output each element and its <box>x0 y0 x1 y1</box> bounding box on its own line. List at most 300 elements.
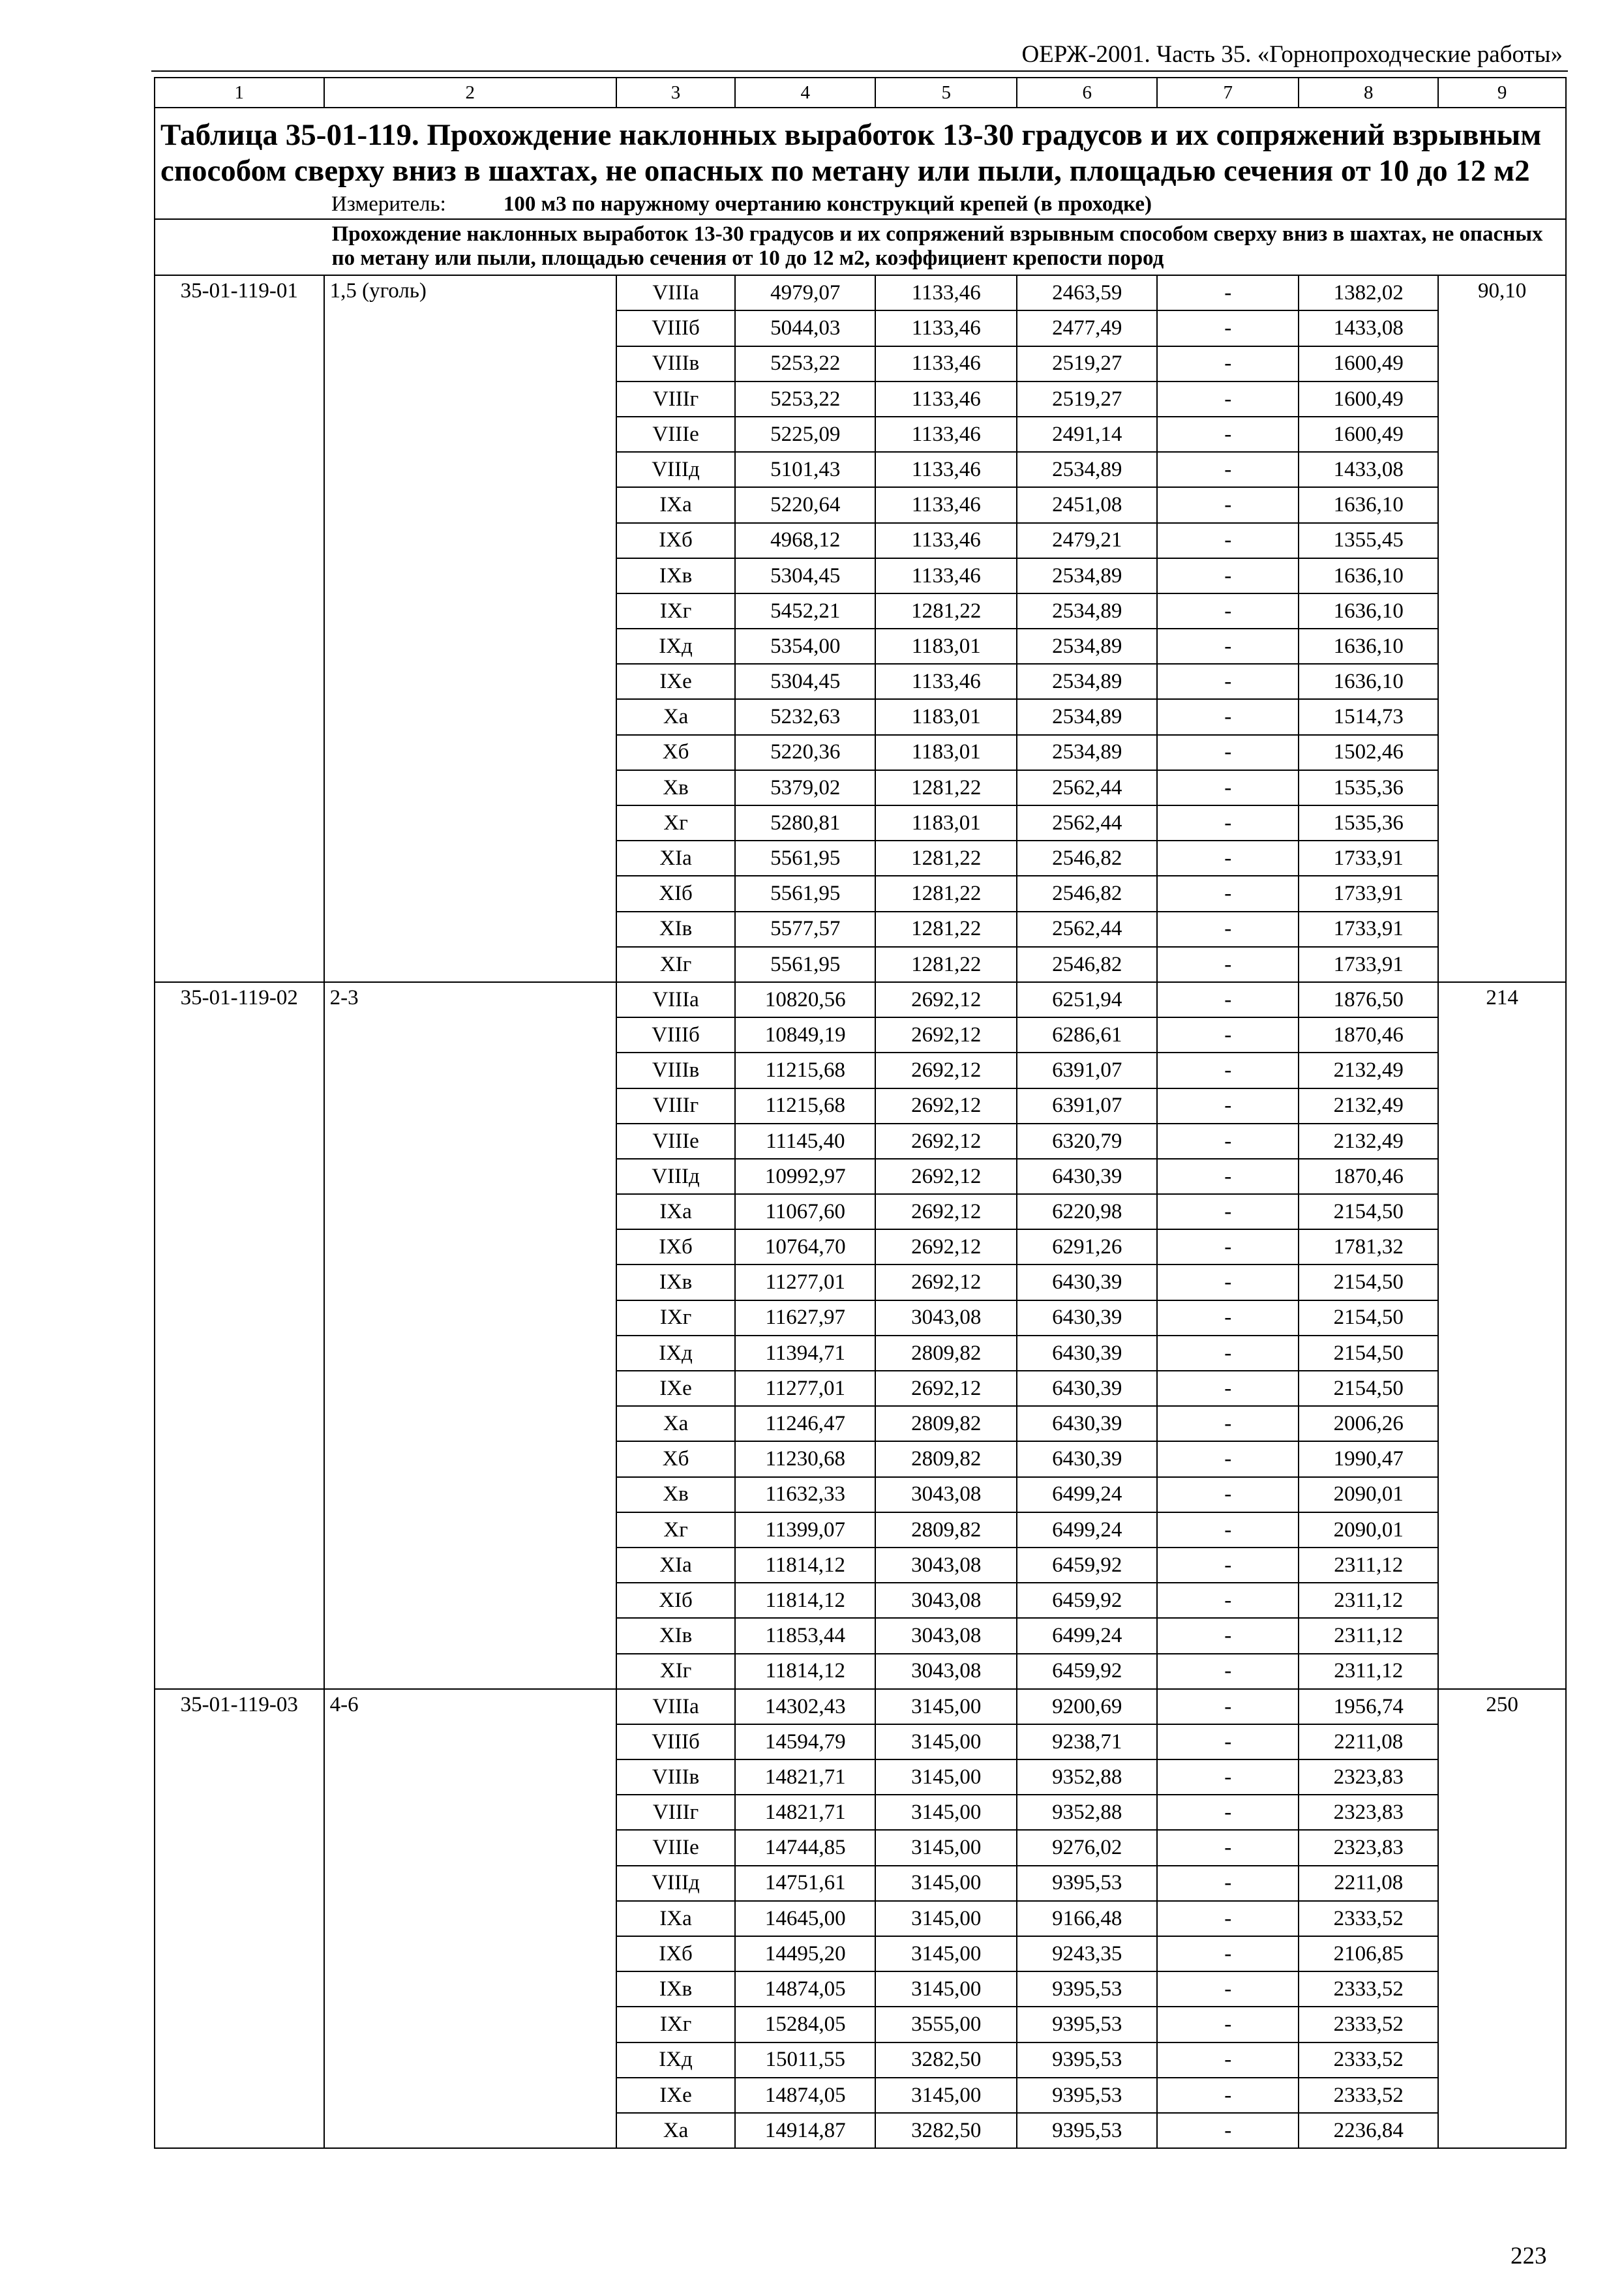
material-cost: 1733,91 <box>1299 841 1438 876</box>
support-type: IXд <box>616 629 736 664</box>
total-cost: 5225,09 <box>735 417 875 452</box>
machine-cost: 9352,88 <box>1017 1795 1157 1830</box>
machinist-cost: - <box>1157 275 1299 310</box>
labor-cost: 3043,08 <box>875 1548 1017 1583</box>
material-cost: 2311,12 <box>1299 1618 1438 1653</box>
material-cost: 2333,52 <box>1299 1901 1438 1936</box>
machine-cost: 2534,89 <box>1017 452 1157 487</box>
total-cost: 14302,43 <box>735 1689 875 1724</box>
labor-cost: 1133,46 <box>875 664 1017 699</box>
total-cost: 14914,87 <box>735 2113 875 2148</box>
machine-cost: 2491,14 <box>1017 417 1157 452</box>
total-cost: 11215,68 <box>735 1053 875 1088</box>
machinist-cost: - <box>1157 841 1299 876</box>
machinist-cost: - <box>1157 1441 1299 1476</box>
machine-cost: 2546,82 <box>1017 841 1157 876</box>
material-cost: 2154,50 <box>1299 1300 1438 1336</box>
measure-label: Измеритель: <box>331 192 446 217</box>
total-cost: 14751,61 <box>735 1866 875 1901</box>
labor-cost: 1133,46 <box>875 487 1017 522</box>
labor-cost: 3145,00 <box>875 2078 1017 2113</box>
labor-cost: 2809,82 <box>875 1336 1017 1371</box>
labor-cost: 2692,12 <box>875 1124 1017 1159</box>
machine-cost: 9395,53 <box>1017 2078 1157 2113</box>
labor-cost: 2692,12 <box>875 1194 1017 1229</box>
support-type: VIIIб <box>616 1017 736 1053</box>
machinist-cost: - <box>1157 2007 1299 2042</box>
labor-cost: 2692,12 <box>875 982 1017 1017</box>
support-type: Xв <box>616 1477 736 1512</box>
support-type: VIIIб <box>616 310 736 346</box>
support-type: XIг <box>616 947 736 982</box>
support-type: VIIIг <box>616 1088 736 1124</box>
labor-cost: 1133,46 <box>875 417 1017 452</box>
norm-code: 35-01-119-01 <box>155 275 324 982</box>
labor-cost: 1281,22 <box>875 770 1017 805</box>
machinist-cost: - <box>1157 1795 1299 1830</box>
labor-cost: 1133,46 <box>875 310 1017 346</box>
support-type: IXа <box>616 1901 736 1936</box>
labor-cost: 2809,82 <box>875 1441 1017 1476</box>
machinist-cost: - <box>1157 664 1299 699</box>
material-cost: 2154,50 <box>1299 1264 1438 1300</box>
machine-cost: 2463,59 <box>1017 275 1157 310</box>
support-type: VIIIв <box>616 1759 736 1795</box>
labor-cost: 2809,82 <box>875 1406 1017 1441</box>
support-type: Xг <box>616 1512 736 1548</box>
material-cost: 1636,10 <box>1299 593 1438 629</box>
material-cost: 1600,49 <box>1299 417 1438 452</box>
machinist-cost: - <box>1157 735 1299 770</box>
material-cost: 1781,32 <box>1299 1229 1438 1264</box>
machine-cost: 6430,39 <box>1017 1371 1157 1406</box>
machinist-cost: - <box>1157 2113 1299 2148</box>
support-type: VIIIг <box>616 382 736 417</box>
machinist-cost: - <box>1157 1689 1299 1724</box>
machine-cost: 6459,92 <box>1017 1654 1157 1689</box>
total-cost: 5044,03 <box>735 310 875 346</box>
total-cost: 11277,01 <box>735 1371 875 1406</box>
total-cost: 14874,05 <box>735 2078 875 2113</box>
labor-cost: 1133,46 <box>875 382 1017 417</box>
norm-code: 35-01-119-02 <box>155 982 324 1689</box>
material-cost: 2106,85 <box>1299 1936 1438 1971</box>
support-type: VIIIа <box>616 275 736 310</box>
machinist-cost: - <box>1157 523 1299 558</box>
machine-cost: 6459,92 <box>1017 1548 1157 1583</box>
machine-cost: 2562,44 <box>1017 912 1157 947</box>
labor-cost: 1183,01 <box>875 699 1017 734</box>
machinist-cost: - <box>1157 1830 1299 1865</box>
support-type: XIб <box>616 876 736 911</box>
material-cost: 2154,50 <box>1299 1336 1438 1371</box>
total-cost: 11215,68 <box>735 1088 875 1124</box>
total-cost: 14645,00 <box>735 1901 875 1936</box>
material-cost: 1535,36 <box>1299 805 1438 841</box>
material-cost: 1636,10 <box>1299 558 1438 593</box>
total-cost: 5220,36 <box>735 735 875 770</box>
material-cost: 2311,12 <box>1299 1548 1438 1583</box>
total-cost: 5232,63 <box>735 699 875 734</box>
machine-cost: 9243,35 <box>1017 1936 1157 1971</box>
machine-cost: 2479,21 <box>1017 523 1157 558</box>
support-type: XIв <box>616 1618 736 1653</box>
labor-cost: 3282,50 <box>875 2042 1017 2078</box>
column-number: 5 <box>875 78 1017 108</box>
norm-code: 35-01-119-03 <box>155 1689 324 2148</box>
material-cost: 2323,83 <box>1299 1795 1438 1830</box>
material-cost: 1636,10 <box>1299 629 1438 664</box>
labor-cost: 2692,12 <box>875 1229 1017 1264</box>
labor-cost: 3145,00 <box>875 1866 1017 1901</box>
labor-cost: 3043,08 <box>875 1477 1017 1512</box>
total-cost: 5379,02 <box>735 770 875 805</box>
machinist-cost: - <box>1157 452 1299 487</box>
support-type: Xб <box>616 1441 736 1476</box>
rock-category: 2-3 <box>324 982 616 1689</box>
total-cost: 15011,55 <box>735 2042 875 2078</box>
machinist-cost: - <box>1157 629 1299 664</box>
total-cost: 11277,01 <box>735 1264 875 1300</box>
machine-cost: 6251,94 <box>1017 982 1157 1017</box>
support-type: Xа <box>616 2113 736 2148</box>
header-rule <box>151 70 1568 72</box>
column-number: 6 <box>1017 78 1157 108</box>
machinist-cost: - <box>1157 1017 1299 1053</box>
material-cost: 2323,83 <box>1299 1830 1438 1865</box>
machine-cost: 6430,39 <box>1017 1441 1157 1476</box>
machinist-cost: - <box>1157 310 1299 346</box>
total-cost: 11230,68 <box>735 1441 875 1476</box>
material-cost: 1636,10 <box>1299 487 1438 522</box>
material-cost: 2211,08 <box>1299 1866 1438 1901</box>
header-title: ОЕРЖ-2001. Часть 35. «Горнопроходческие работы» <box>1021 41 1563 68</box>
support-type: VIIIб <box>616 1724 736 1759</box>
machine-cost: 6220,98 <box>1017 1194 1157 1229</box>
support-type: IXг <box>616 2007 736 2042</box>
machinist-cost: - <box>1157 346 1299 382</box>
labor-cost: 2692,12 <box>875 1159 1017 1194</box>
support-type: IXв <box>616 1264 736 1300</box>
support-type: VIIIа <box>616 982 736 1017</box>
column-number: 9 <box>1438 78 1566 108</box>
labor-cost: 1183,01 <box>875 805 1017 841</box>
total-cost: 4968,12 <box>735 523 875 558</box>
total-cost: 11632,33 <box>735 1477 875 1512</box>
labor-cost: 1281,22 <box>875 593 1017 629</box>
support-type: IXг <box>616 1300 736 1336</box>
machinist-cost: - <box>1157 1654 1299 1689</box>
machine-cost: 9276,02 <box>1017 1830 1157 1865</box>
support-type: VIIIд <box>616 1159 736 1194</box>
material-cost: 1433,08 <box>1299 452 1438 487</box>
labor-cost: 1133,46 <box>875 346 1017 382</box>
machinist-cost: - <box>1157 558 1299 593</box>
machine-cost: 6391,07 <box>1017 1053 1157 1088</box>
labor-cost: 3043,08 <box>875 1654 1017 1689</box>
machinist-cost: - <box>1157 417 1299 452</box>
machine-cost: 6430,39 <box>1017 1264 1157 1300</box>
machinist-cost: - <box>1157 876 1299 911</box>
machine-cost: 2477,49 <box>1017 310 1157 346</box>
page-number: 223 <box>1511 2243 1547 2269</box>
material-cost: 1355,45 <box>1299 523 1438 558</box>
material-cost: 2090,01 <box>1299 1512 1438 1548</box>
machinist-cost: - <box>1157 1583 1299 1618</box>
total-cost: 5561,95 <box>735 876 875 911</box>
material-cost: 2132,49 <box>1299 1088 1438 1124</box>
machine-cost: 2534,89 <box>1017 664 1157 699</box>
labor-cost: 2692,12 <box>875 1371 1017 1406</box>
table-title: Таблица 35-01-119. Прохождение наклонных выработок 13-30 градусов и их сопряжений взрывным способом сверху вниз в шахтах, не опасных по метану или пыли, площадью сечения от 10 до 12 м2 <box>160 118 1542 188</box>
title-cell <box>155 108 1566 219</box>
material-cost: 1990,47 <box>1299 1441 1438 1476</box>
total-cost: 10849,19 <box>735 1017 875 1053</box>
labor-cost: 2692,12 <box>875 1264 1017 1300</box>
material-cost: 1956,74 <box>1299 1689 1438 1724</box>
support-type: Xб <box>616 735 736 770</box>
total-cost: 5452,21 <box>735 593 875 629</box>
column-number: 3 <box>616 78 736 108</box>
machine-cost: 9395,53 <box>1017 2007 1157 2042</box>
material-cost: 1382,02 <box>1299 275 1438 310</box>
machine-cost: 6499,24 <box>1017 1477 1157 1512</box>
material-cost: 1733,91 <box>1299 876 1438 911</box>
total-cost: 11145,40 <box>735 1124 875 1159</box>
machine-cost: 9395,53 <box>1017 1866 1157 1901</box>
support-type: XIг <box>616 1654 736 1689</box>
support-type: IXв <box>616 558 736 593</box>
support-type: VIIIе <box>616 417 736 452</box>
machinist-cost: - <box>1157 982 1299 1017</box>
total-cost: 14495,20 <box>735 1936 875 1971</box>
machine-cost: 2534,89 <box>1017 593 1157 629</box>
machinist-cost: - <box>1157 770 1299 805</box>
measure-value: 100 м3 по наружному очертанию конструкций крепей (в проходке) <box>503 192 1152 217</box>
labor-cost: 1183,01 <box>875 735 1017 770</box>
material-cost: 2090,01 <box>1299 1477 1438 1512</box>
machinist-cost: - <box>1157 947 1299 982</box>
labor-coefficient: 214 <box>1438 982 1566 1689</box>
total-cost: 5101,43 <box>735 452 875 487</box>
material-cost: 2006,26 <box>1299 1406 1438 1441</box>
column-number: 2 <box>324 78 616 108</box>
total-cost: 11246,47 <box>735 1406 875 1441</box>
machinist-cost: - <box>1157 593 1299 629</box>
table-row <box>155 1689 1566 1724</box>
support-type: VIIIв <box>616 346 736 382</box>
material-cost: 2333,52 <box>1299 2007 1438 2042</box>
support-type: IXе <box>616 1371 736 1406</box>
total-cost: 11067,60 <box>735 1194 875 1229</box>
rock-category: 1,5 (уголь) <box>324 275 616 982</box>
support-type: VIIIе <box>616 1124 736 1159</box>
labor-cost: 1133,46 <box>875 275 1017 310</box>
material-cost: 2132,49 <box>1299 1053 1438 1088</box>
machinist-cost: - <box>1157 2042 1299 2078</box>
total-cost: 11814,12 <box>735 1583 875 1618</box>
machine-cost: 6291,26 <box>1017 1229 1157 1264</box>
machine-cost: 6430,39 <box>1017 1300 1157 1336</box>
total-cost: 5577,57 <box>735 912 875 947</box>
machine-cost: 6430,39 <box>1017 1406 1157 1441</box>
machinist-cost: - <box>1157 699 1299 734</box>
labor-cost: 1281,22 <box>875 841 1017 876</box>
support-type: VIIIв <box>616 1053 736 1088</box>
material-cost: 1870,46 <box>1299 1017 1438 1053</box>
machinist-cost: - <box>1157 1336 1299 1371</box>
material-cost: 1433,08 <box>1299 310 1438 346</box>
support-type: XIв <box>616 912 736 947</box>
machinist-cost: - <box>1157 1477 1299 1512</box>
total-cost: 10992,97 <box>735 1159 875 1194</box>
total-cost: 5253,22 <box>735 346 875 382</box>
labor-cost: 3282,50 <box>875 2113 1017 2148</box>
total-cost: 5354,00 <box>735 629 875 664</box>
support-type: Xв <box>616 770 736 805</box>
material-cost: 1502,46 <box>1299 735 1438 770</box>
total-cost: 10820,56 <box>735 982 875 1017</box>
machine-cost: 9166,48 <box>1017 1901 1157 1936</box>
machinist-cost: - <box>1157 1971 1299 2007</box>
machine-cost: 6499,24 <box>1017 1512 1157 1548</box>
support-type: IXа <box>616 1194 736 1229</box>
support-type: IXв <box>616 1971 736 2007</box>
labor-cost: 3145,00 <box>875 1689 1017 1724</box>
support-type: Xг <box>616 805 736 841</box>
support-type: VIIIг <box>616 1795 736 1830</box>
labor-cost: 1133,46 <box>875 523 1017 558</box>
labor-cost: 2692,12 <box>875 1088 1017 1124</box>
machine-cost: 2534,89 <box>1017 699 1157 734</box>
machinist-cost: - <box>1157 1264 1299 1300</box>
machine-cost: 6391,07 <box>1017 1088 1157 1124</box>
support-type: XIа <box>616 1548 736 1583</box>
labor-cost: 3145,00 <box>875 1971 1017 2007</box>
column-number: 1 <box>155 78 324 108</box>
material-cost: 1733,91 <box>1299 947 1438 982</box>
table-row <box>155 275 1566 310</box>
machine-cost: 9395,53 <box>1017 1971 1157 2007</box>
material-cost: 2333,52 <box>1299 1971 1438 2007</box>
table-description: Прохождение наклонных выработок 13-30 градусов и их сопряжений взрывным способом сверху вниз в шахтах, не опасных по метану или пыли, площадью сечения от 10 до 12 м2, коэффициент крепости пород <box>324 219 1566 275</box>
machinist-cost: - <box>1157 1548 1299 1583</box>
machine-cost: 2519,27 <box>1017 382 1157 417</box>
material-cost: 1733,91 <box>1299 912 1438 947</box>
machine-cost: 6430,39 <box>1017 1336 1157 1371</box>
total-cost: 5561,95 <box>735 947 875 982</box>
material-cost: 1535,36 <box>1299 770 1438 805</box>
total-cost: 14821,71 <box>735 1759 875 1795</box>
machinist-cost: - <box>1157 1159 1299 1194</box>
support-type: VIIIе <box>616 1830 736 1865</box>
machinist-cost: - <box>1157 1053 1299 1088</box>
machine-cost: 2534,89 <box>1017 558 1157 593</box>
labor-cost: 1281,22 <box>875 876 1017 911</box>
labor-cost: 1183,01 <box>875 629 1017 664</box>
machinist-cost: - <box>1157 487 1299 522</box>
norms-table <box>154 77 1567 2149</box>
labor-cost: 3145,00 <box>875 1901 1017 1936</box>
support-type: IXе <box>616 664 736 699</box>
column-number: 8 <box>1299 78 1438 108</box>
support-type: Xа <box>616 1406 736 1441</box>
machinist-cost: - <box>1157 1229 1299 1264</box>
labor-cost: 2692,12 <box>875 1053 1017 1088</box>
labor-cost: 3145,00 <box>875 1830 1017 1865</box>
machine-cost: 6499,24 <box>1017 1618 1157 1653</box>
total-cost: 14594,79 <box>735 1724 875 1759</box>
material-cost: 2311,12 <box>1299 1583 1438 1618</box>
machine-cost: 9352,88 <box>1017 1759 1157 1795</box>
total-cost: 11627,97 <box>735 1300 875 1336</box>
total-cost: 15284,05 <box>735 2007 875 2042</box>
total-cost: 14744,85 <box>735 1830 875 1865</box>
support-type: IXб <box>616 1229 736 1264</box>
machine-cost: 2546,82 <box>1017 947 1157 982</box>
measure-line <box>331 192 1560 216</box>
description-row <box>155 219 1566 275</box>
labor-cost: 3145,00 <box>875 1724 1017 1759</box>
column-number: 7 <box>1157 78 1299 108</box>
machine-cost: 9238,71 <box>1017 1724 1157 1759</box>
support-type: VIIIд <box>616 1866 736 1901</box>
machinist-cost: - <box>1157 1866 1299 1901</box>
total-cost: 5304,45 <box>735 664 875 699</box>
machinist-cost: - <box>1157 805 1299 841</box>
material-cost: 2333,52 <box>1299 2042 1438 2078</box>
labor-cost: 2692,12 <box>875 1017 1017 1053</box>
machinist-cost: - <box>1157 1618 1299 1653</box>
description-spacer <box>155 219 324 275</box>
machine-cost: 2451,08 <box>1017 487 1157 522</box>
total-cost: 5253,22 <box>735 382 875 417</box>
machinist-cost: - <box>1157 1724 1299 1759</box>
labor-cost: 1133,46 <box>875 558 1017 593</box>
machine-cost: 9200,69 <box>1017 1689 1157 1724</box>
support-type: VIIIд <box>616 452 736 487</box>
labor-cost: 3145,00 <box>875 1759 1017 1795</box>
labor-cost: 1281,22 <box>875 912 1017 947</box>
material-cost: 1600,49 <box>1299 382 1438 417</box>
total-cost: 11399,07 <box>735 1512 875 1548</box>
machine-cost: 6459,92 <box>1017 1583 1157 1618</box>
total-cost: 5561,95 <box>735 841 875 876</box>
material-cost: 2311,12 <box>1299 1654 1438 1689</box>
material-cost: 2211,08 <box>1299 1724 1438 1759</box>
support-type: IXб <box>616 1936 736 1971</box>
machine-cost: 2519,27 <box>1017 346 1157 382</box>
machinist-cost: - <box>1157 1759 1299 1795</box>
machinist-cost: - <box>1157 1936 1299 1971</box>
labor-cost: 3555,00 <box>875 2007 1017 2042</box>
machinist-cost: - <box>1157 1901 1299 1936</box>
title-row <box>155 108 1566 219</box>
machinist-cost: - <box>1157 1371 1299 1406</box>
machinist-cost: - <box>1157 1300 1299 1336</box>
total-cost: 11853,44 <box>735 1618 875 1653</box>
support-type: IXд <box>616 2042 736 2078</box>
labor-cost: 3043,08 <box>875 1583 1017 1618</box>
labor-coefficient: 90,10 <box>1438 275 1566 982</box>
machinist-cost: - <box>1157 1124 1299 1159</box>
support-type: IXб <box>616 523 736 558</box>
support-type: Xа <box>616 699 736 734</box>
total-cost: 5304,45 <box>735 558 875 593</box>
machinist-cost: - <box>1157 1194 1299 1229</box>
labor-cost: 3145,00 <box>875 1936 1017 1971</box>
machinist-cost: - <box>1157 1512 1299 1548</box>
